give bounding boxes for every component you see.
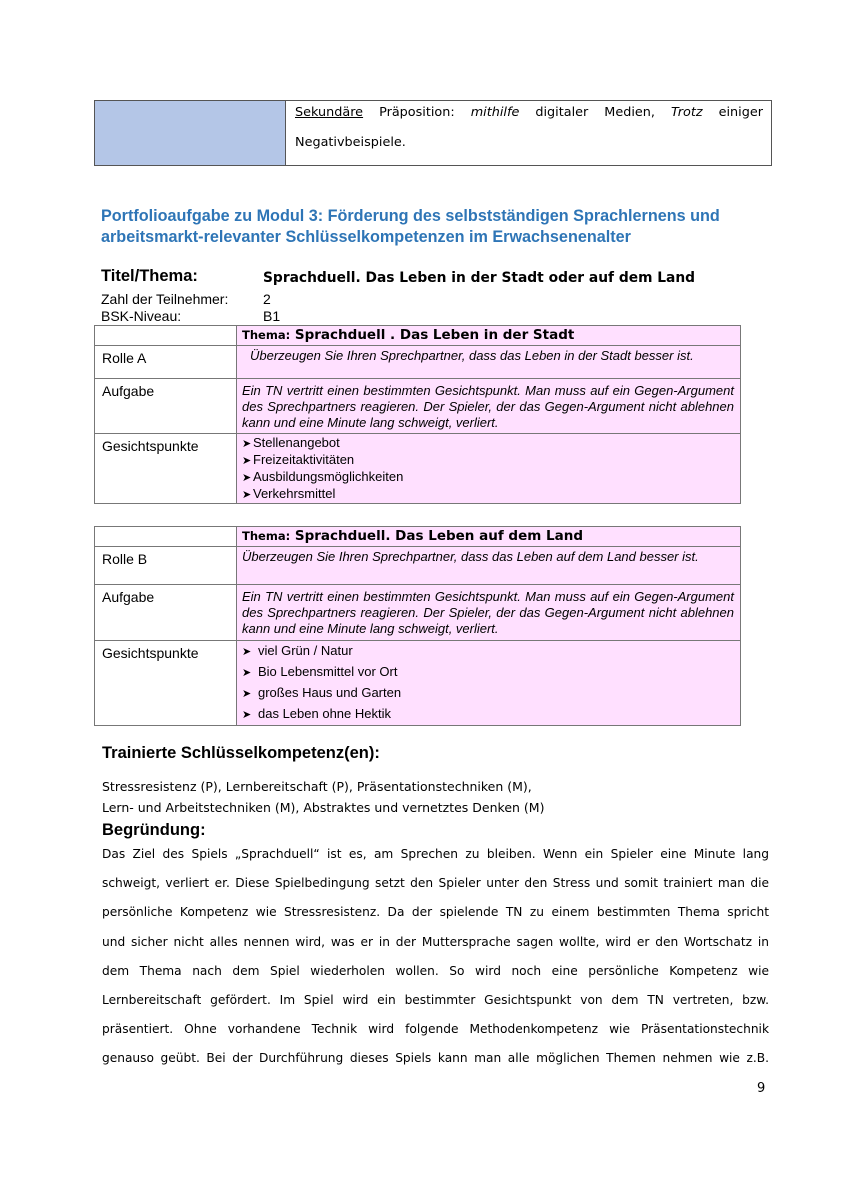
title-label: Titel/Thema: [101, 267, 198, 285]
participants-label: Zahl der Teilnehmer: [101, 291, 229, 307]
justification-heading: Begründung: [102, 821, 206, 839]
example-table [94, 100, 772, 166]
role-b-theme: Thema: Sprachduell. Das Leben auf dem Land [237, 527, 741, 547]
list-item: ➤ Freizeitaktivitäten [242, 452, 355, 467]
role-a-role-row [95, 346, 741, 379]
page-number: 9 [757, 1081, 766, 1096]
role-a-points-label: Gesichtspunkte [95, 434, 237, 504]
list-item: ➤ Bio Lebensmittel vor Ort [242, 662, 734, 683]
arrow-bullet-icon: ➤ [242, 489, 252, 501]
arrow-bullet-icon: ➤ [242, 438, 252, 450]
word-mithilfe: mithilfe [470, 105, 520, 120]
role-a-label: Rolle A [95, 346, 237, 379]
list-item: ➤ Verkehrsmittel [242, 486, 336, 501]
role-b-task-text: Ein TN vertritt einen bestimmten Gesichtspunkt. Man muss auf ein Gegen-Argument des Sprechpartners reagieren. Der Spieler, der das Gegen-Argument nicht ablehnen kann und eine Minute lang schweigt, verliert. [237, 585, 741, 641]
role-b-theme-text: Sprachduell. Das Leben auf dem Land [294, 528, 583, 544]
role-a-points-list [242, 435, 734, 503]
role-a-theme-text: Sprachduell . Das Leben in der Stadt [294, 327, 575, 343]
level-label: BSK-Niveau: [101, 308, 182, 324]
arrow-bullet-icon: ➤ [242, 709, 252, 721]
skills-list [102, 776, 544, 818]
empty-cell [95, 527, 237, 547]
list-item: ➤ Stellenangebot [242, 435, 340, 450]
role-a-task-text: Ein TN vertritt einen bestimmten Gesichtspunkt. Man muss auf ein Gegen-Argument des Sprechpartners reagieren. Der Spieler, der das Gegen-Argument nicht ablehnen kann und eine Minute lang schweigt, verliert. [237, 379, 741, 434]
justification-line: dem Thema nach dem Spiel wiederholen wollen. So wird noch eine persönliche Kompetenz wie [102, 963, 769, 978]
justification-line: genauso geübt. Bei der Durchführung dieses Spiels kann man alle möglichen Themen nehmen wie z.B. [102, 1051, 769, 1066]
word-digitaler: digitaler [535, 105, 589, 120]
justification-line: und sicher nicht alles nennen wird, was er in der Muttersprache sagen wollte, wird er den Wortschatz in [102, 934, 769, 949]
arrow-bullet-icon: ➤ [242, 688, 252, 700]
role-a-points [237, 434, 741, 504]
role-a-points-row [95, 434, 741, 504]
role-a-text: Überzeugen Sie Ihren Sprechpartner, dass das Leben in der Stadt besser ist. [237, 346, 741, 379]
role-b-table [94, 526, 741, 726]
secondary-label: Sekundäre [295, 105, 364, 120]
arrow-bullet-icon: ➤ [242, 455, 252, 467]
word-praeposition: Präposition: [379, 105, 455, 120]
module-title: Portfolioaufgabe zu Modul 3: Förderung des selbstständigen Sprachlernens und arbeitsmarkt-relevanter Schlüsselkompetenzen im Erwachsenenalter [101, 207, 720, 246]
skills-line-1: Stressresistenz (P), Lernbereitschaft (P), Präsentationstechniken (M), [102, 779, 532, 794]
justification-line: persönliche Kompetenz wie Stressresistenz. Da der spielende TN zu einem bestimmten Thema spricht [102, 905, 769, 920]
word-medien: Medien, [604, 105, 655, 120]
example-line-1 [295, 105, 763, 125]
role-a-table [94, 325, 741, 504]
role-b-points-list [242, 641, 734, 725]
role-b-task-row [95, 585, 741, 641]
title-value: Sprachduell. Das Leben in der Stadt oder auf dem Land [263, 270, 696, 286]
list-item: ➤ Ausbildungsmöglichkeiten [242, 469, 404, 484]
role-b-label: Rolle B [95, 547, 237, 585]
arrow-bullet-icon: ➤ [242, 472, 252, 484]
role-a-theme: Thema: Sprachduell . Das Leben in der Stadt [237, 326, 741, 346]
skills-line-2: Lern- und Arbeitstechniken (M), Abstraktes und vernetztes Denken (M) [102, 800, 545, 815]
justification-text [102, 840, 769, 1074]
role-b-header-row [95, 527, 741, 547]
list-item: ➤ großes Haus und Garten [242, 683, 734, 704]
justification-line: schweigt, verliert er. Diese Spielbedingung setzt den Spieler unter den Stress und somit trainiert man die [102, 876, 769, 891]
role-b-points-row [95, 641, 741, 726]
role-a-task-row [95, 379, 741, 434]
blue-cell [95, 101, 286, 165]
justification-line: präsentiert. Ohne vorhandene Technik wird folgende Methodenkompetenz wie Präsentationstechnik [102, 1022, 769, 1037]
role-b-role-row [95, 547, 741, 585]
word-trotz: Trotz [670, 105, 703, 120]
example-line-2: Negativbeispiele. [295, 135, 406, 150]
list-item: ➤ das Leben ohne Hektik [242, 704, 734, 725]
role-a-task-label: Aufgabe [95, 379, 237, 434]
role-b-points-label: Gesichtspunkte [95, 641, 237, 726]
role-b-points [237, 641, 741, 726]
empty-cell [95, 326, 237, 346]
arrow-bullet-icon: ➤ [242, 667, 252, 679]
word-einiger: einiger [718, 105, 763, 120]
arrow-bullet-icon: ➤ [242, 646, 252, 658]
role-b-task-label: Aufgabe [95, 585, 237, 641]
role-a-header-row [95, 326, 741, 346]
justification-line: Das Ziel des Spiels „Sprachduell“ ist es, am Sprechen zu bleiben. Wenn ein Spieler eine Minute lang [102, 847, 769, 861]
skills-heading: Trainierte Schlüsselkompetenz(en): [102, 744, 380, 762]
participants-value: 2 [263, 291, 271, 307]
example-text-cell [286, 101, 771, 165]
level-value: B1 [263, 308, 281, 324]
list-item: ➤ viel Grün / Natur [242, 641, 734, 662]
justification-line: Lernbereitschaft gefördert. Im Spiel wird ein bestimmter Gesichtspunkt von dem TN vertreten, bzw. [102, 993, 769, 1008]
role-b-text: Überzeugen Sie Ihren Sprechpartner, dass das Leben auf dem Land besser ist. [237, 547, 741, 585]
